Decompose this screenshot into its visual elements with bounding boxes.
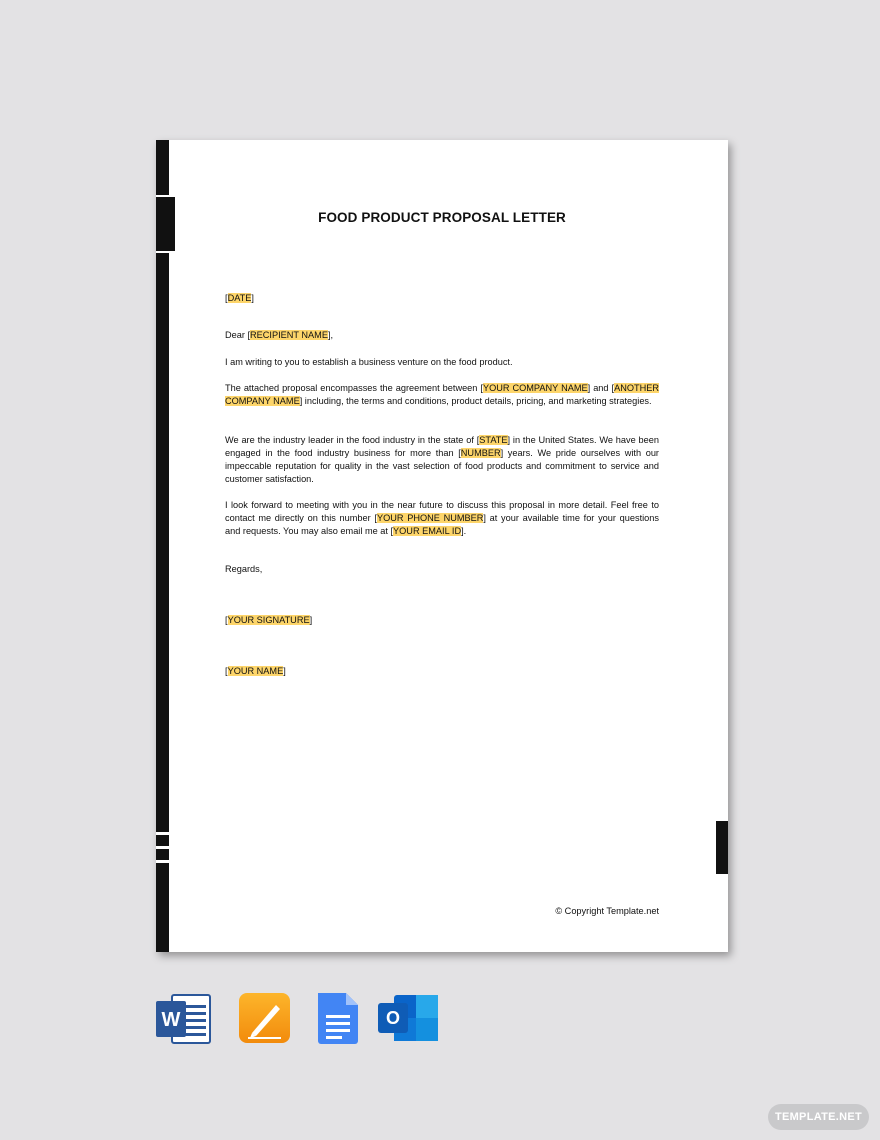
number-placeholder[interactable]: NUMBER [460, 448, 501, 458]
svg-text:W: W [161, 1009, 181, 1031]
paragraph-2: The attached proposal encompasses the agreement between [YOUR COMPANY NAME] and [ANOTHER COMPANY NAME] including, the terms and conditions, product details, pricing, and marketing strategies. [225, 383, 659, 406]
letter-title: FOOD PRODUCT PROPOSAL LETTER [318, 210, 566, 225]
binding-stripe [156, 860, 169, 863]
email-placeholder[interactable]: YOUR EMAIL ID [393, 526, 462, 536]
copyright-notice: © Copyright Template.net [555, 906, 659, 916]
left-binding-tab [156, 197, 175, 251]
google-docs-icon[interactable] [316, 993, 372, 1045]
name-line: [YOUR NAME] [225, 666, 286, 676]
date-line: [DATE] [225, 293, 254, 303]
recipient-placeholder[interactable]: RECIPIENT NAME [250, 330, 328, 340]
binding-stripe [156, 846, 169, 849]
name-placeholder[interactable]: YOUR NAME [227, 666, 284, 676]
left-binding-bar [156, 140, 169, 952]
pages-icon[interactable] [238, 993, 294, 1045]
word-icon[interactable] [156, 993, 212, 1045]
company-placeholder[interactable]: YOUR COMPANY NAME [482, 383, 588, 393]
paragraph-1: I am writing to you to establish a business venture on the food product. [225, 357, 513, 367]
state-placeholder[interactable]: STATE [479, 435, 508, 445]
another-company-placeholder[interactable]: ANOTHER COMPANY NAME [225, 383, 659, 406]
date-placeholder[interactable]: DATE [227, 293, 252, 303]
phone-placeholder[interactable]: YOUR PHONE NUMBER [376, 513, 484, 523]
right-binding-tab [716, 821, 728, 874]
closing: Regards, [225, 564, 263, 574]
binding-stripe [156, 832, 169, 835]
paragraph-3: We are the industry leader in the food industry in the state of [STATE] in the United States. We have been engaged in the food industry business for more than [NUMBER] years. We pride ourselves with our impeccable reputation for quality in the vast selection of food products and commitment to service and customer satisfaction. [225, 435, 659, 484]
salutation: Dear [RECIPIENT NAME], [225, 330, 334, 340]
document-page [156, 140, 728, 952]
outlook-icon[interactable] [378, 993, 434, 1045]
signature-line: [YOUR SIGNATURE] [225, 615, 313, 625]
template-net-badge[interactable]: TEMPLATE.NET [768, 1104, 869, 1130]
signature-placeholder[interactable]: YOUR SIGNATURE [227, 615, 310, 625]
svg-text:O: O [385, 1008, 401, 1028]
paragraph-4: I look forward to meeting with you in the near future to discuss this proposal in more detail. Feel free to contact me directly on this number [YOUR PHONE NUMBER] at your available time for your questions and requests. You may also email me at [YOUR EMAIL ID]. [225, 500, 659, 536]
